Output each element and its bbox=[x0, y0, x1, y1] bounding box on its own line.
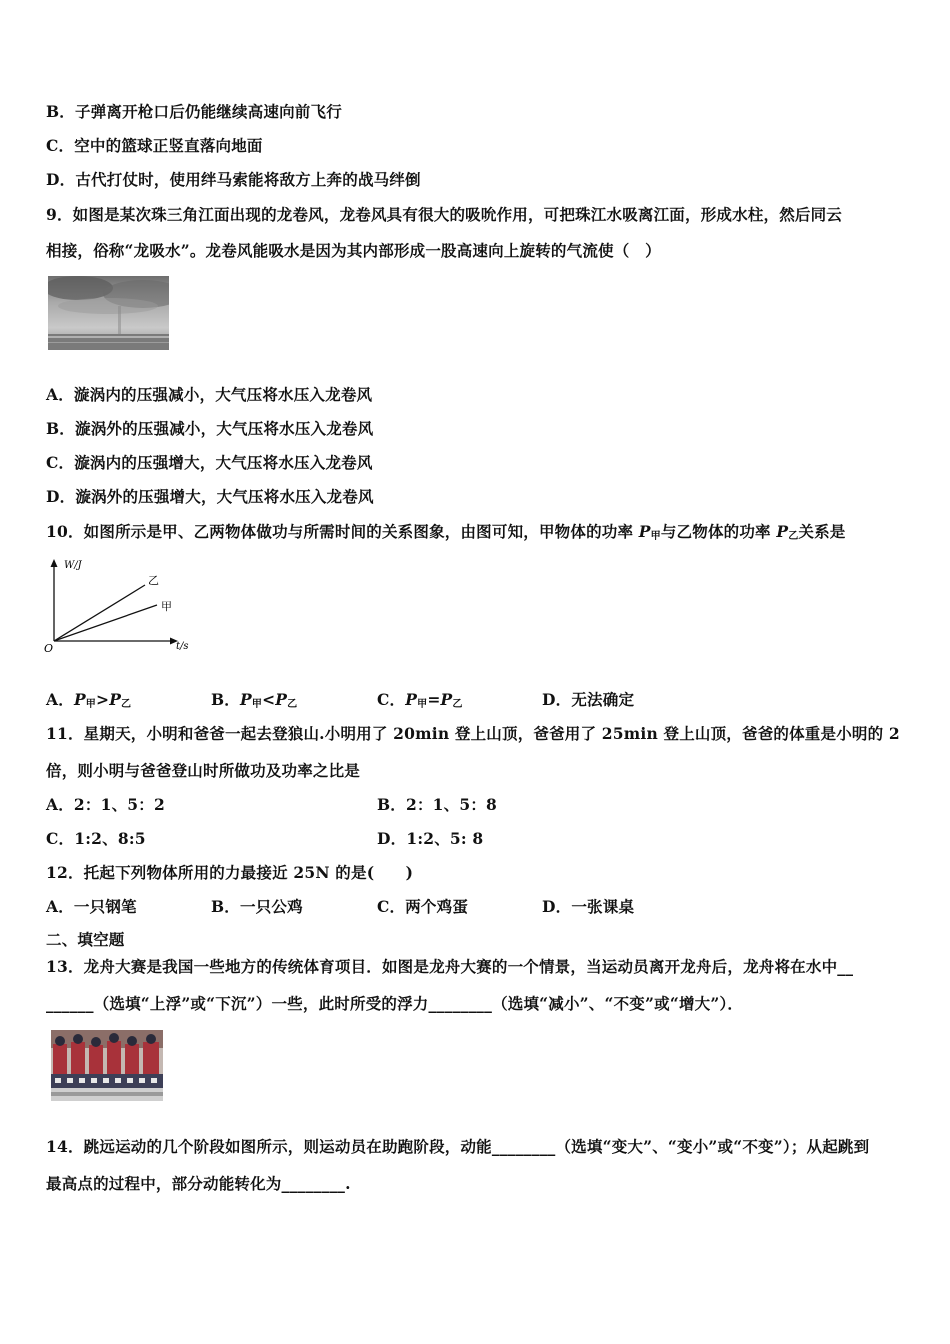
q11-option-d: D．1:2、5: 8 bbox=[377, 829, 484, 848]
q11-option-b: B．2：1、5：8 bbox=[377, 795, 498, 814]
q9-option-c: C．漩涡内的压强增大，大气压将水压入龙卷风 bbox=[46, 453, 373, 472]
q11-stem-line2: 倍，则小明与爸爸登山时所做功及功率之比是 bbox=[46, 761, 361, 780]
q10-option-a-p1: P bbox=[73, 690, 86, 709]
q10-stem-c: 关系是 bbox=[798, 522, 846, 541]
q10-option-b-p2: P bbox=[275, 690, 288, 709]
q9-stem-line1: 9．如图是某次珠三角江面出现的龙卷风，龙卷风具有很大的吸吮作用，可把珠江水吸离江面，形成水柱，然后同云 bbox=[46, 205, 842, 224]
q10-option-d-text: 无法确定 bbox=[571, 690, 635, 709]
q10-option-b-rel: < bbox=[262, 690, 276, 709]
graph-ylabel: W/J bbox=[64, 560, 82, 571]
q10-option-b-letter: B． bbox=[211, 690, 241, 709]
y-axis-arrow-icon bbox=[51, 559, 58, 567]
q10-option-c-sub1: 甲 bbox=[417, 699, 428, 710]
q12-stem: 12．托起下列物体所用的力最接近 25N 的是( ) bbox=[46, 863, 414, 882]
q10-option-c-p1: P bbox=[405, 690, 418, 709]
q12-option-a: A．一只钢笔 bbox=[46, 897, 137, 916]
q14-stem-line2: 最高点的过程中，部分动能转化为________. bbox=[46, 1174, 351, 1193]
q10-option-c-rel: = bbox=[427, 690, 441, 709]
q10-option-c-p2: P bbox=[440, 690, 453, 709]
q10-option-d-letter: D． bbox=[542, 690, 572, 709]
q10-option-a bbox=[46, 690, 131, 715]
dragon-boat-photo bbox=[51, 1030, 163, 1101]
q10-option-a-p2: P bbox=[109, 690, 122, 709]
q10-stem bbox=[46, 522, 846, 547]
graph-origin: O bbox=[44, 642, 54, 655]
q14-stem-line1: 14．跳远运动的几个阶段如图所示，则运动员在助跑阶段，动能________（选填“变大”、“变小”或“不变”）；从起跳到 bbox=[46, 1137, 870, 1156]
line-yi bbox=[54, 585, 145, 641]
graph-label-yi: 乙 bbox=[148, 574, 159, 587]
tornado-photo bbox=[48, 276, 169, 350]
q10-p-jia-symbol: P bbox=[638, 522, 651, 541]
q10-stem-b: 与乙物体的功率 bbox=[660, 522, 777, 541]
q10-option-c-letter: C． bbox=[377, 690, 406, 709]
q10-option-b bbox=[211, 690, 297, 715]
line-jia bbox=[54, 605, 157, 641]
q8-option-c: C．空中的篮球正竖直落向地面 bbox=[46, 136, 263, 155]
q12-option-b: B．一只公鸡 bbox=[211, 897, 303, 916]
graph-xlabel: t/s bbox=[176, 641, 189, 652]
q10-option-c bbox=[377, 690, 463, 715]
q8-option-d: D．古代打仗时，使用绊马索能将敌方上奔的战马绊倒 bbox=[46, 170, 421, 189]
work-time-graph bbox=[40, 555, 200, 655]
q13-stem-line2: ______（选填“上浮”或“下沉”）一些，此时所受的浮力________（选填“减小”、“不变”或“增大”）． bbox=[46, 994, 744, 1013]
q10-option-a-letter: A． bbox=[46, 690, 74, 709]
q11-option-c: C．1:2、8:5 bbox=[46, 829, 146, 848]
q9-stem-line2: 相接，俗称“龙吸水”。龙卷风能吸水是因为其内部形成一股高速向上旋转的气流使（ ） bbox=[46, 241, 661, 260]
q10-option-d bbox=[542, 690, 634, 710]
q8-option-b: B．子弹离开枪口后仍能继续高速向前飞行 bbox=[46, 102, 342, 121]
q10-option-c-sub2: 乙 bbox=[452, 699, 463, 710]
q9-option-b: B．漩涡外的压强减小，大气压将水压入龙卷风 bbox=[46, 419, 374, 438]
q9-option-d: D．漩涡外的压强增大，大气压将水压入龙卷风 bbox=[46, 487, 374, 506]
q9-option-a: A．漩涡内的压强减小，大气压将水压入龙卷风 bbox=[46, 385, 373, 404]
q12-option-d: D．一张课桌 bbox=[542, 897, 635, 916]
q10-p-yi-sub: 乙 bbox=[788, 531, 799, 542]
q11-stem-line1: 11．星期天，小明和爸爸一起去登狼山.小明用了 20min 登上山顶，爸爸用了 25min 登上山顶，爸爸的体重是小明的 2 bbox=[46, 724, 900, 743]
q11-option-a: A．2：1、5：2 bbox=[46, 795, 165, 814]
q10-option-b-sub2: 乙 bbox=[287, 699, 298, 710]
q10-option-a-sub1: 甲 bbox=[85, 699, 96, 710]
q13-stem-line1: 13．龙舟大赛是我国一些地方的传统体育项目．如图是龙舟大赛的一个情景，当运动员离开龙舟后，龙舟将在水中__ bbox=[46, 957, 854, 976]
q10-option-a-sub2: 乙 bbox=[121, 699, 132, 710]
graph-label-jia: 甲 bbox=[161, 600, 172, 613]
q10-p-jia-sub: 甲 bbox=[650, 531, 661, 542]
q10-p-yi-symbol: P bbox=[776, 522, 789, 541]
q12-option-c: C．两个鸡蛋 bbox=[377, 897, 469, 916]
q10-option-b-sub1: 甲 bbox=[251, 699, 263, 710]
q10-stem-a: 10．如图所示是甲、乙两物体做功与所需时间的关系图象，由图可知，甲物体的功率 bbox=[46, 522, 639, 541]
q10-option-b-p1: P bbox=[240, 690, 252, 709]
q10-option-a-rel: > bbox=[96, 690, 110, 709]
section-heading: 二、填空题 bbox=[46, 930, 125, 949]
